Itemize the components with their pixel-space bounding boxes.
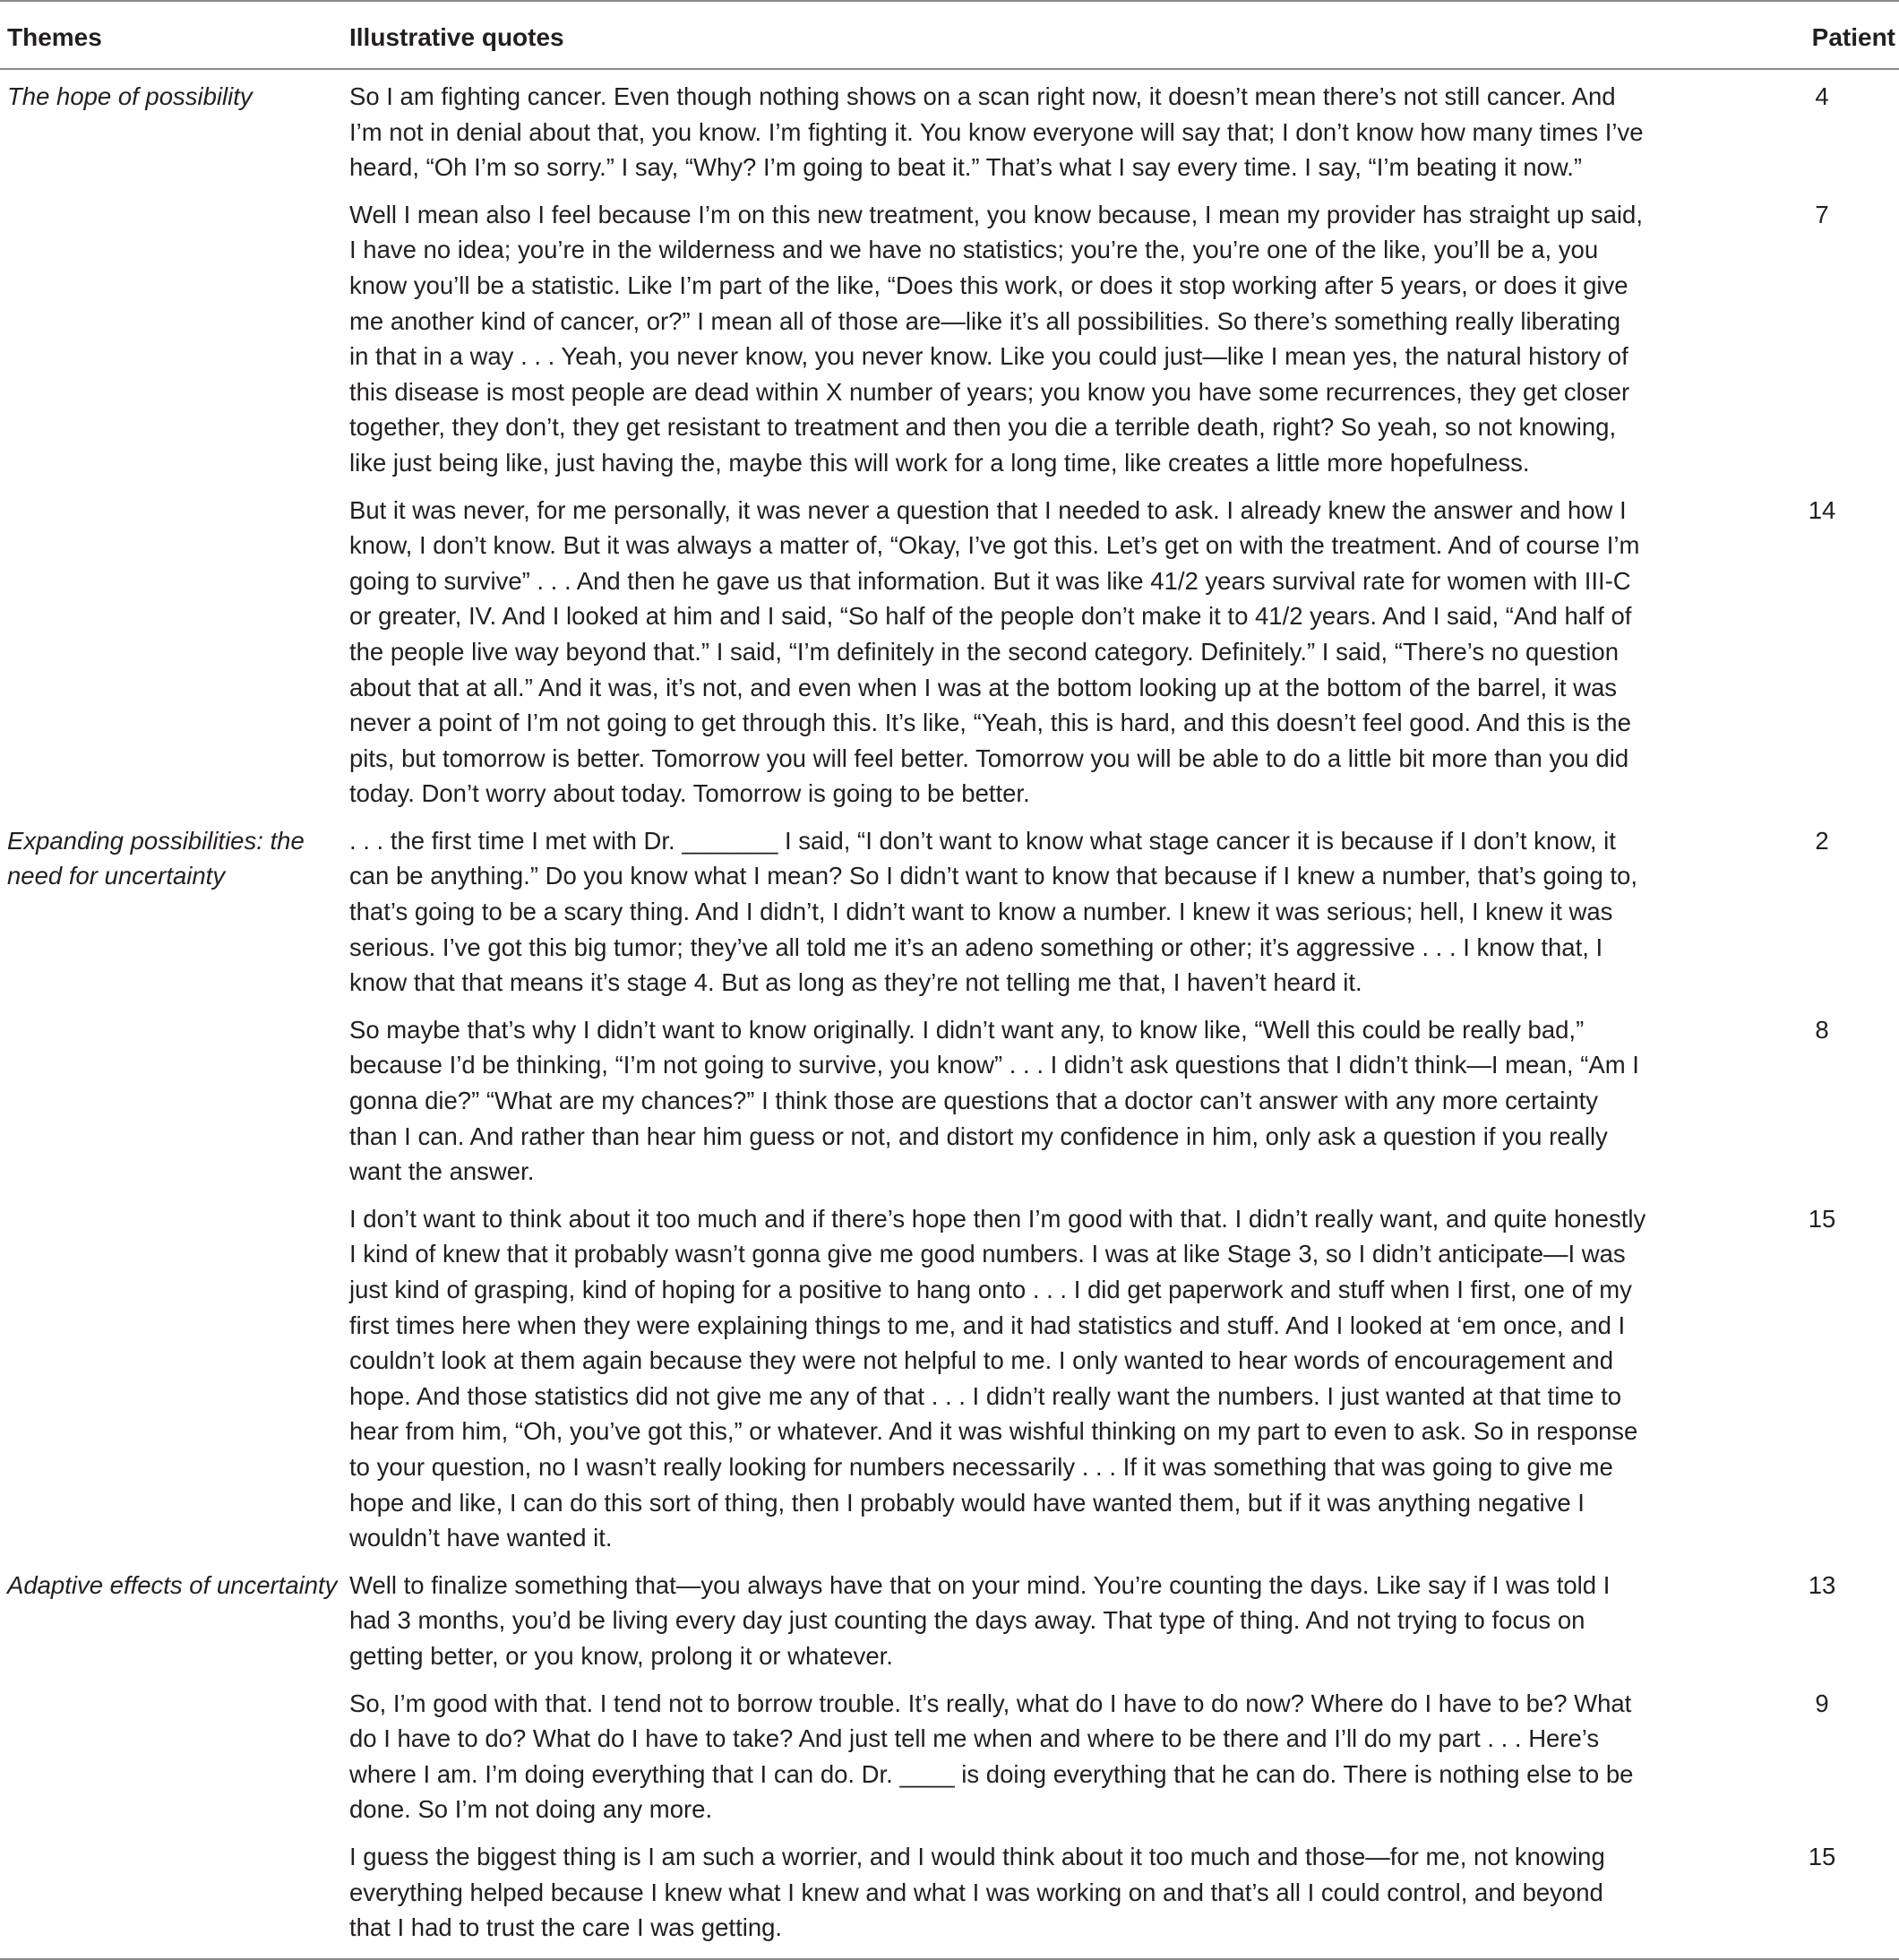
patient-cell: 14 [1808,495,1836,524]
patient-cell: 8 [1815,1015,1829,1044]
theme-cell [0,1677,349,1830]
quote-cell: I guess the biggest thing is I am such a worrier, and I would think about it too much and those—for me, not knowing everything helped because I knew what I knew and what I was working on and that’s all I could control, and beyond that I had to trust the care I was getting. [349,1842,1605,1942]
theme-cell [0,1192,349,1559]
patient-cell: 15 [1808,1842,1836,1870]
theme-cell: The hope of possibility [7,82,253,110]
theme-cell [0,1003,349,1192]
table-row [0,484,1899,814]
quote-cell: Well I mean also I feel because I’m on this new treatment, you know because, I mean my provider has straight up said, I have no idea; you’re in the wilderness and we have no statistics; you’re the, you’re one of the like, you’ll be a, you know you’ll be a statistic. Like I’m part of the like, “Does this work, or does it stop working after 5 years, or does it give me another kind of cancer, or?” I mean all of those are—like it’s all possibilities. So there’s something really liberating in that in a way . . . Yeah, you never know, you never know. Like you could just—like I mean yes, the natural history of this disease is most people are dead within X number of years; you know you have some recurrences, they get closer together, they don’t, they get resistant to treatment and then you die a terrible death, right? So yeah, so not knowing, like just being like, just having the, maybe this will work for a long time, like creates a little more hopefulness. [349,200,1643,477]
table-row [0,1192,1899,1559]
header-illustrative-quotes: Illustrative quotes [349,23,564,51]
quote-cell: So, I’m good with that. I tend not to borrow trouble. It’s really, what do I have to do now? Where do I have to be? What do I have to do? What do I have to take? And just tell me when and where to be there and I’ll do my part . . . Here’s where I am. I’m doing everything that I can do. Dr. ____ is doing everything that he can do. There is nothing else to be done. So I’m not doing any more. [349,1689,1634,1824]
table-row [0,69,1899,188]
theme-cell: Expanding possibilities: the need for uncertainty [7,826,305,890]
theme-cell [0,484,349,814]
table-row [0,1677,1899,1830]
quote-cell: But it was never, for me personally, it was never a question that I needed to ask. I already knew the answer and how I know, I don’t know. But it was always a matter of, “Okay, I’ve got this. Let’s get on with the treatment. And of course I’m going to survive” . . . And then he gave us that information. But it was like 41/2 years survival rate for women with III-C or greater, IV. And I looked at him and I said, “So half of the people don’t make it to 41/2 years. And I said, “And half of the people live way beyond that.” I said, “I’m definitely in the second category. Definitely.” I said, “There’s no question about that at all.” And it was, it’s not, and even when I was at the bottom looking up at the bottom of the barrel, it was never a point of I’m not going to get through this. It’s like, “Yeah, this is hard, and this doesn’t feel good. And this is the pits, but tomorrow is better. Tomorrow you will feel better. Tomorrow you will be able to do a little bit more than you did today. Don’t worry about today. Tomorrow is going to be better. [349,495,1640,808]
table-row [0,814,1899,1003]
patient-cell: 7 [1815,200,1829,228]
table-row [0,188,1899,484]
theme-cell [0,1830,349,1959]
quote-cell: So I am fighting cancer. Even though nothing shows on a scan right now, it doesn’t mean there’s not still cancer. And I’m not in denial about that, you know. I’m fighting it. You know everyone will say that; I don’t know how many times I’ve heard, “Oh I’m so sorry.” I say, “Why? I’m going to beat it.” That’s what I say every time. I say, “I’m beating it now.” [349,82,1644,182]
theme-cell: Adaptive effects of uncertainty [7,1570,338,1599]
table-header-row [0,1,1899,69]
patient-cell: 9 [1815,1689,1829,1717]
patient-cell: 2 [1815,826,1829,855]
theme-cell [0,188,349,484]
table-row [0,1559,1899,1677]
quote-cell: Well to finalize something that—you always have that on your mind. You’re counting the days. Like say if I was told I had 3 months, you’d be living every day just counting the days away. That type of thing. And not trying to focus on getting better, or you know, prolong it or whatever. [349,1570,1611,1670]
table-row [0,1003,1899,1192]
table-row [0,1830,1899,1959]
quote-cell: I don’t want to think about it too much and if there’s hope then I’m good with that. I didn’t really want, and quite honestly I kind of knew that it probably wasn’t gonna give me good numbers. I was at like Stage 3, so I didn’t anticipate—I was just kind of grasping, kind of hoping for a positive to hang onto . . . I did get paperwork and stuff when I first, one of my first times here when they were explaining things to me, and it had statistics and stuff. And I looked at ‘em once, and I couldn’t look at them again because they were not helpful to me. I only wanted to hear words of encouragement and hope. And those statistics did not give me any of that . . . I didn’t really want the numbers. I just wanted at that time to hear from him, “Oh, you’ve got this,” or whatever. And it was wishful thinking on my part to even to ask. So in response to your question, no I wasn’t really looking for numbers necessarily . . . If it was something that was going to give me hope and like, I can do this sort of thing, then I probably would have wanted them, but if it was anything negative I wouldn’t have wanted it. [349,1204,1646,1552]
quote-cell: . . . the first time I met with Dr. _______ I said, “I don’t want to know what stage cancer it is because if I don’t know, it can be anything.” Do you know what I mean? So I didn’t want to know that because if I knew a number, that’s going to, that’s going to be a scary thing. And I didn’t, I didn’t want to know a number. I knew it was serious; hell, I knew it was serious. I’ve got this big tumor; they’ve all told me it’s an adeno something or other; it’s aggressive . . . I know that, I know that that means it’s stage 4. But as long as they’re not telling me that, I haven’t heard it. [349,826,1637,997]
patient-cell: 15 [1808,1204,1836,1233]
header-themes: Themes [7,23,102,51]
header-patient: Patient [1811,23,1895,51]
patient-cell: 13 [1808,1570,1836,1599]
quote-cell: So maybe that’s why I didn’t want to know originally. I didn’t want any, to know like, “Well this could be really bad,” because I’d be thinking, “I’m not going to survive, you know” . . . I didn’t ask questions that I didn’t think—I mean, “Am I gonna die?” “What are my chances?” I think those are questions that a doctor can’t answer with any more certainty than I can. And rather than hear him guess or not, and distort my confidence in him, only ask a question if you really want the answer. [349,1015,1639,1186]
patient-cell: 4 [1815,82,1829,110]
